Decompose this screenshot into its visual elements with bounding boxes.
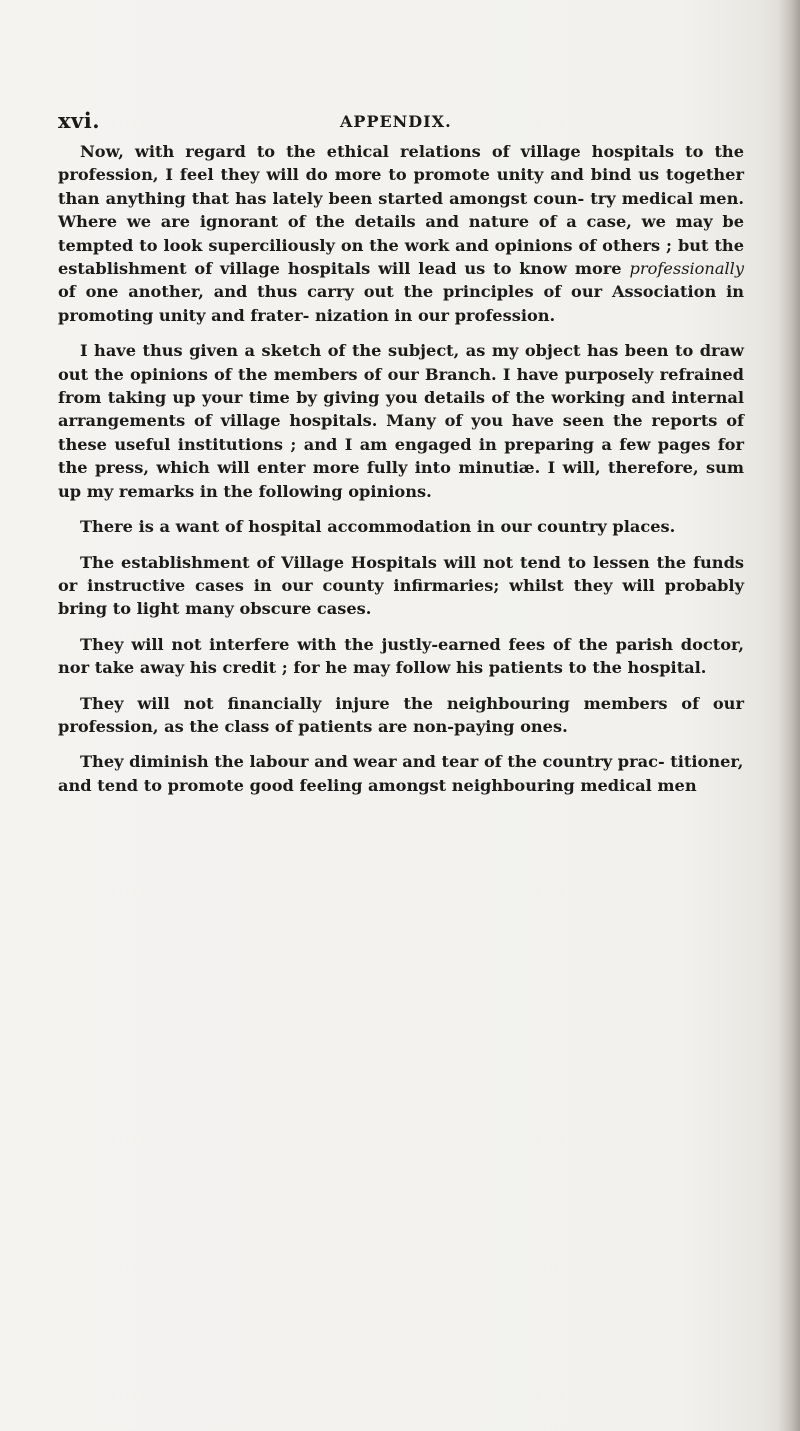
running-head: APPENDIX.	[340, 112, 452, 131]
paragraph-opinion-fees: They will not interfere with the justly-earned fees of the parish doctor, nor take away his credit ; for he may follow his patients to the hospital.	[58, 634, 744, 678]
paragraph-text: of one another, and thus carry out the principles of our Association in promoting unity and frater- nization in our profession.	[58, 282, 744, 325]
paragraph-text: Now, with regard to the ethical relations of village hospitals to the profession, I feel they will do more to promote unity and bind us together than anything that has lately been started amongst coun- try medical men. Where we are ignorant of the details and nature of a case, we may be tempted to look superciliously on the work and opinions of others ; but the establishment of village hospitals will lead us to know more	[58, 142, 744, 279]
paragraph-sketch: I have thus given a sketch of the subject, as my object has been to draw out the opinions of the members of our Branch. I have purposely refrained from taking up your time by giving you details of the working and internal arrangements of village hospitals. Many of you have seen the reports of these useful institutions ; and I am engaged in preparing a few pages for the press, which will enter more fully into minutiæ. I will, therefore, sum up my remarks in the following opinions.	[58, 341, 744, 501]
emphasized-word: professionally	[629, 259, 744, 279]
page-edge-shadow	[778, 0, 800, 1431]
paragraph-ethical-relations	[58, 140, 744, 327]
paragraph-opinion-accommodation: There is a want of hospital accommodation in our country places.	[80, 517, 676, 537]
paragraph-opinion-funds: The establishment of Village Hospitals will not tend to lessen the funds or instructive cases in our county infirmaries; whilst they will probably bring to light many obscure cases.	[58, 552, 744, 619]
paragraph-opinion-labour: They diminish the labour and wear and tear of the country prac- titioner, and tend to promote good feeling amongst neighbouring medical men	[58, 752, 744, 795]
paragraph-opinion-financial: They will not financially injure the neighbouring members of our profession, as the class of patients are non-paying ones.	[58, 693, 744, 736]
body-text	[58, 140, 744, 809]
page-header	[58, 108, 748, 138]
page-number: xvi.	[58, 108, 101, 133]
